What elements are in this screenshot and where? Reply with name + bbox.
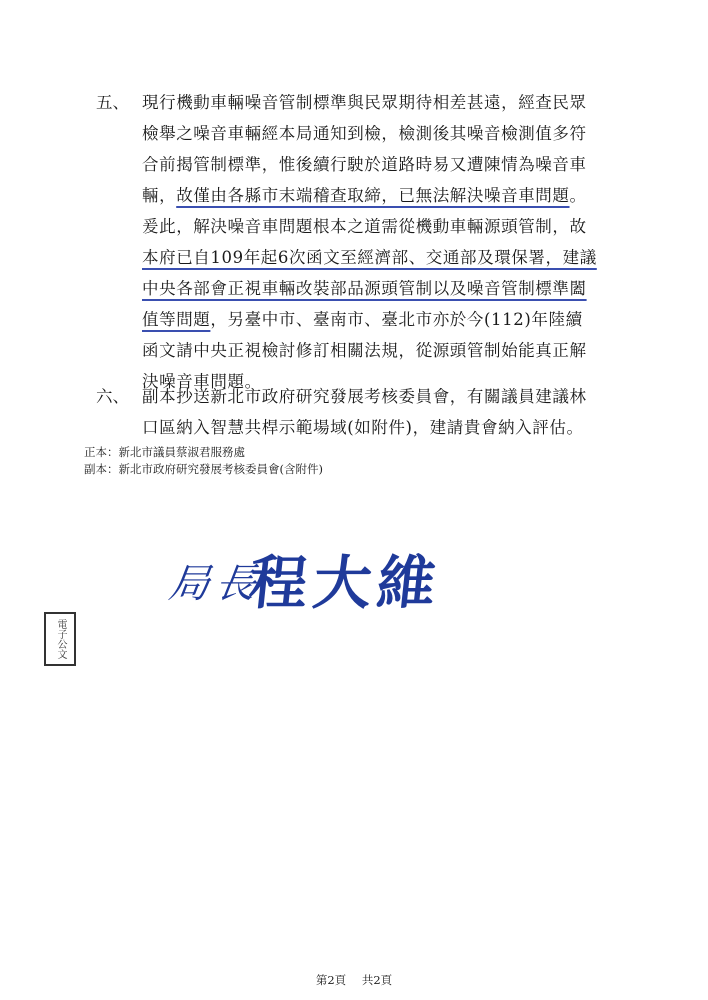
seal-text: 電子公文 [55, 619, 66, 659]
page-number: 第2頁 [315, 973, 347, 987]
underlined-segment: 本府已自109年起6次函文至經濟部、交通部及環保署，建議 [142, 248, 597, 267]
text-line [142, 336, 587, 366]
signature-name: 程大維 [245, 549, 446, 617]
text-segment: 口區納入智慧共桿示範場域(如附件)，建請貴會納入評估。 [142, 418, 584, 437]
underlined-segment: 故僅由各縣市末端稽查取締，已無法解決噪音車問題 [176, 186, 570, 205]
text-segment: ，另臺中市、臺南市、臺北市亦於今(112)年陸續 [210, 310, 583, 329]
text-line [142, 150, 587, 180]
text-segment: 函文請中央正視檢討修訂相關法規，從源頭管制始能真正解 [142, 341, 587, 360]
text-line [142, 212, 587, 242]
page-total: 共2頁 [361, 973, 393, 987]
item-number: 五、 [96, 93, 129, 112]
text-segment: 合前揭管制標準，惟後續行駛於道路時易又遭陳情為噪音車 [142, 155, 587, 174]
text-segment: 爰此，解決噪音車問題根本之道需從機動車輛源頭管制，故 [142, 217, 587, 236]
text-segment: 決噪音車問題。 [142, 372, 262, 391]
text-segment: 輛， [142, 186, 177, 205]
text-line [142, 413, 584, 443]
page-footer [0, 972, 708, 988]
text-line [142, 243, 597, 273]
text-segment: 現行機動車輛噪音管制標準與民眾期待相差甚遠，經查民眾 [142, 93, 587, 112]
text-segment: 。 [569, 186, 587, 205]
underlined-segment: 值等問題 [142, 310, 211, 329]
text-line [142, 274, 587, 304]
signature-title: 局長 [166, 561, 265, 607]
distribution-main: 正本：新北市議員蔡淑君服務處 [84, 445, 245, 459]
director-signature [166, 522, 470, 622]
text-line [142, 88, 587, 118]
distribution-copy: 副本：新北市政府研究發展考核委員會(含附件) [84, 462, 323, 476]
underlined-segment: 中央各部會正視車輛改裝部品源頭管制以及噪音管制標準闔 [142, 279, 587, 298]
text-segment: 副本抄送新北市政府研究發展考核委員會，有關議員建議林 [142, 387, 587, 406]
text-line [142, 305, 583, 335]
text-line [142, 119, 587, 149]
text-line [142, 382, 587, 412]
item-number: 六、 [96, 387, 129, 406]
text-line [142, 181, 587, 211]
electronic-seal-icon [44, 612, 76, 666]
text-segment: 檢舉之噪音車輛經本局通知到檢，檢測後其噪音檢測值多符 [142, 124, 587, 143]
